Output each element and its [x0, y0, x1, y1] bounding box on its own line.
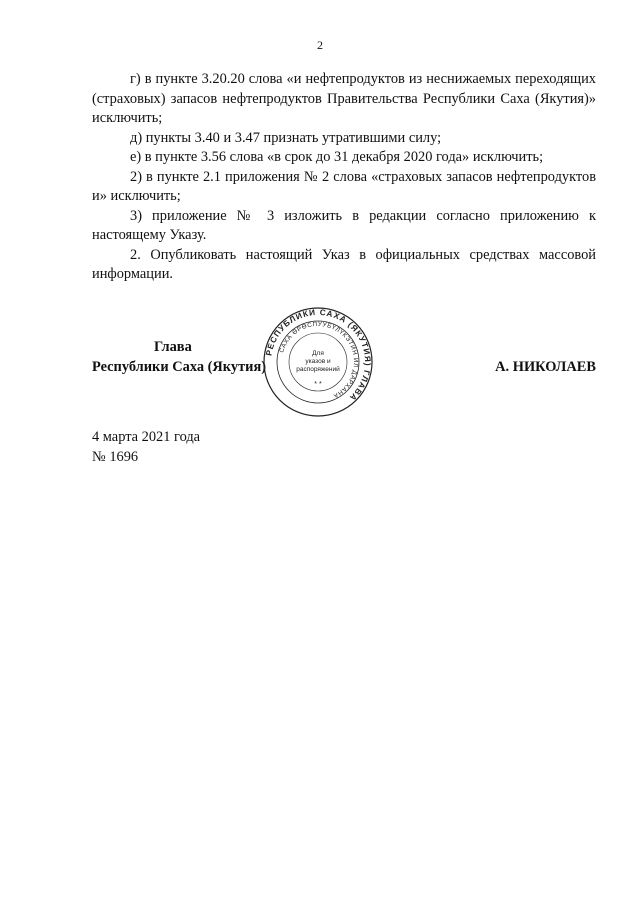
- seal-stars: * *: [314, 381, 322, 388]
- paragraph-publish: 2. Опубликовать настоящий Указ в официальных средствах массовой информации.: [92, 246, 596, 282]
- seal-center-line2: указов и: [305, 358, 331, 365]
- signature-title-line2: Республики Саха (Якутия): [92, 359, 267, 375]
- seal-center-line1: Для: [312, 350, 324, 357]
- decree-number: № 1696: [92, 448, 139, 465]
- signature-title-line1: Глава: [154, 339, 192, 355]
- seal-inner-text: САХА ӨРӨСПУУБҮЛҮКЭТИН ИЛ ДАРХАНА: [278, 320, 360, 400]
- paragraph-2: 2) в пункте 2.1 приложения № 2 слова «страховых запасов нефтепродуктов и» исключить;: [92, 168, 596, 204]
- paragraph-3: 3) приложение № 3 изложить в редакции согласно приложению к настоящему Указу.: [92, 207, 596, 243]
- decree-date: 4 марта 2021 года: [92, 429, 201, 445]
- page-number: 2: [317, 38, 323, 52]
- official-seal-stamp: [262, 306, 374, 418]
- paragraph-d: д) пункты 3.40 и 3.47 признать утратившими силу;: [130, 129, 442, 146]
- signatory-name: А. НИКОЛАЕВ: [495, 359, 596, 375]
- decree-body: [92, 70, 596, 285]
- decree-footer: [92, 428, 200, 467]
- seal-outer-text: РЕСПУБЛИКИ САХА (ЯКУТИЯ) ГЛАВА: [264, 307, 373, 403]
- paragraph-e: е) в пункте 3.56 слова «в срок до 31 декабря 2020 года» исключить;: [130, 149, 544, 165]
- seal-center-line3: распоряжений: [296, 366, 340, 373]
- paragraph-g: г) в пункте 3.20.20 слова «и нефтепродуктов из неснижаемых переходящих (страховых) запасов нефтепродуктов Правительства Республики Саха (Якутия)» исключить;: [92, 71, 596, 126]
